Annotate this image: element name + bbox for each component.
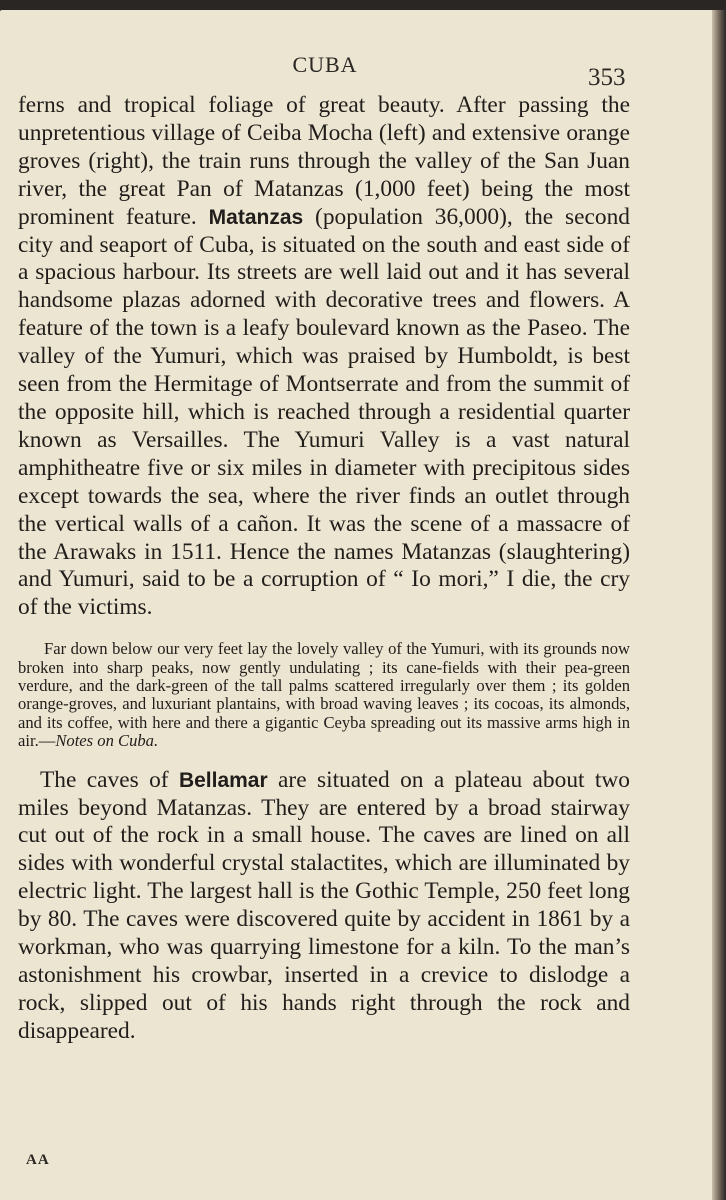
page-body xyxy=(18,92,630,1046)
paragraph-bellamar-text-start: The caves of xyxy=(40,766,179,793)
paragraph-matanzas-text-rest: (population 36,000), the second city and seaport of Cuba, is situated on the south and east side of a spacious harbour. Its streets are well laid out and it has several handsome plazas adorned with decorative trees and flowers. A feature of the town is a leafy boulevard known as the Paseo. The valley of the Yumuri, which was praised by Humboldt, is best seen from the Hermitage of Montserrate and from the summit of the opposite hill, which is reached through a residential quarter known as Versailles. The Yumuri Valley is a vast natural amphitheatre five or six miles in diameter with precipitous sides except towards the sea, where the river finds an outlet through the vertical walls of a cañon. It was the scene of a massacre of the Arawaks in 1511. Hence the names Matanzas (slaughtering) and Yumuri, said to be a corruption of “ Io mori,” I die, the cry of the victims. xyxy=(18,203,630,621)
page-gutter-shadow xyxy=(712,10,726,1200)
signature-mark: AA xyxy=(26,1152,50,1168)
paragraph-matanzas-text-start: ferns and tropical foliage of great beauty. After passing the unpretentious village of Ceiba Mocha (left) and extensive orange groves (right), the train runs through the valley of the San Juan river, the great Pan of Matanzas (1,000 feet) being the most prominent feature. xyxy=(18,92,630,230)
block-quotation xyxy=(18,640,630,750)
running-head: CUBA xyxy=(292,52,358,77)
page-number: 353 xyxy=(588,64,626,91)
quotation-source: Notes on Cuba. xyxy=(55,731,159,751)
bold-term-bellamar: Bellamar xyxy=(178,768,268,792)
paragraph-bellamar-text-rest: are situated on a plateau about two miles beyond Matanzas. They are entered by a broad stairway cut out of the rock in a small house. The caves are lined on all sides with wonderful crystal stalactites, which are illuminated by electric light. The largest hall is the Gothic Temple, 250 feet long by 80. The caves were discovered quite by accident in 1861 by a workman, who was quarrying limestone for a kiln. To the man’s astonishment his crowbar, inserted in a crevice to dislodge a rock, slipped out of his hands right through the rock and disappeared. xyxy=(18,766,630,1044)
quotation-text: Far down below our very feet lay the lovely valley of the Yumuri, with its grounds now broken into sharp peaks, now gently undulating ; its cane-fields with their pea-green verdure, and the dark-green of the tall palms scattered irregularly over them ; its golden orange-groves, and luxuriant plantains, with broad waving leaves ; its cocoas, its almonds, and its coffee, with here and there a gigantic Ceyba spreading out its massive arms high in air.— xyxy=(18,639,630,751)
bold-term-matanzas: Matanzas xyxy=(208,205,304,229)
paragraph-bellamar xyxy=(18,767,630,1046)
paragraph-matanzas xyxy=(18,92,630,622)
